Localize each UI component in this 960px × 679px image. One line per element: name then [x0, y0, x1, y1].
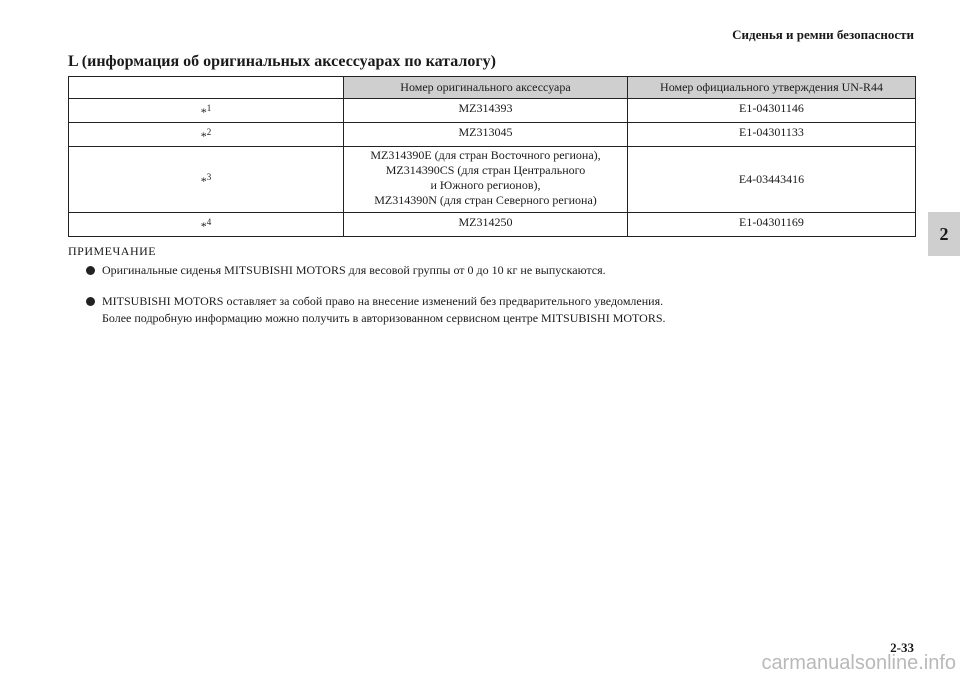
table-row [69, 147, 916, 213]
running-header: Сиденья и ремни безопасности [732, 27, 914, 42]
footnote-number: 2 [206, 127, 212, 137]
footnote-mark [69, 99, 344, 123]
part-number-line: MZ314390N (для стран Северного региона) [374, 193, 597, 207]
part-number-line: и Южного регионов), [430, 178, 541, 192]
asterisk: * [200, 129, 207, 143]
asterisk: * [200, 174, 207, 188]
part-number: MZ314250 [458, 215, 513, 229]
note-text: Более подробную информацию можно получить в авторизованном сервисном центре MITSUBISHI MOTORS. [102, 311, 666, 325]
section-title: L (информация об оригинальных аксессуарах по каталогу) [68, 53, 496, 70]
part-number-line: MZ314390E (для стран Восточного региона), [370, 148, 601, 162]
table-row [69, 123, 916, 147]
table-row [69, 213, 916, 237]
footnote-mark [69, 147, 344, 213]
footnote-number: 4 [206, 217, 212, 227]
watermark: carmanualsonline.info [761, 652, 956, 674]
part-number-line: MZ314390CS (для стран Центрального [385, 163, 586, 177]
table-header-part-number: Номер оригинального аксессуара [344, 77, 628, 99]
chapter-tab: 2 [928, 212, 960, 256]
table-row [69, 99, 916, 123]
footnote-number: 1 [206, 103, 212, 113]
part-number-cell [344, 147, 628, 213]
table-header-row [69, 77, 916, 99]
approval-number-cell: E4-03443416 [628, 147, 916, 213]
table-header-approval-number: Номер официального утверждения UN-R44 [628, 77, 916, 99]
part-number-cell [344, 213, 628, 237]
note-block [68, 244, 666, 341]
approval-number-cell: E1-04301146 [628, 99, 916, 123]
part-number: MZ313045 [458, 125, 513, 139]
note-item [68, 293, 666, 327]
asterisk: * [200, 219, 207, 233]
bullet-icon [86, 297, 95, 306]
part-number-cell [344, 99, 628, 123]
bullet-icon [86, 266, 95, 275]
note-text: Оригинальные сиденья MITSUBISHI MOTORS для весовой группы от 0 до 10 кг не выпускаются. [102, 263, 606, 277]
table-header-blank [69, 77, 344, 99]
note-item [68, 262, 666, 279]
footnote-mark [69, 213, 344, 237]
asterisk: * [200, 105, 207, 119]
accessory-table [68, 76, 916, 237]
footnote-number: 3 [206, 172, 212, 182]
part-number-cell [344, 123, 628, 147]
note-text: MITSUBISHI MOTORS оставляет за собой право на внесение изменений без предварительного уведомления. [102, 294, 664, 308]
approval-number-cell: E1-04301133 [628, 123, 916, 147]
footnote-mark [69, 123, 344, 147]
page-number: 2-33 [890, 640, 914, 655]
approval-number-cell: E1-04301169 [628, 213, 916, 237]
note-heading: ПРИМЕЧАНИЕ [68, 244, 157, 258]
part-number: MZ314393 [458, 101, 513, 115]
